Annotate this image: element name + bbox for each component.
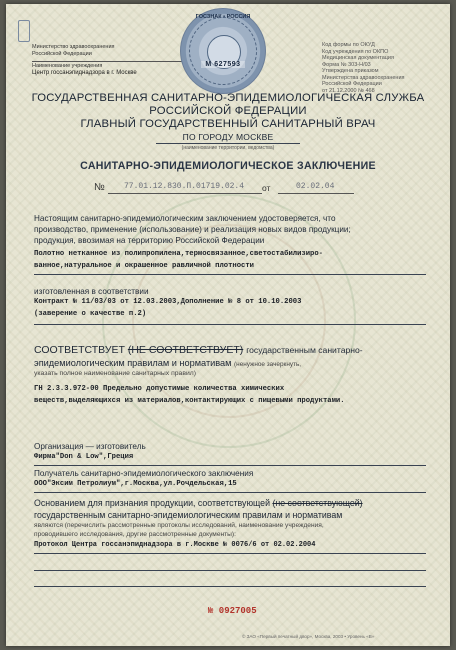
header-line-2: РОССИЙСКОЙ ФЕДЕРАЦИИ (149, 105, 307, 117)
med-doc-line: Медицинская документация (322, 55, 394, 61)
basis-line-2: государственным санитарно-эпидемиологическим правилам и нормативам (34, 510, 343, 520)
number-underline (108, 193, 262, 194)
ministry-line: Министерства здравоохранения (322, 74, 405, 81)
okud-line: Код формы по ОКУД (322, 42, 375, 48)
conformity-rules: эпидемиологическим правилам и нормативам (34, 358, 232, 368)
date-underline (278, 193, 354, 194)
intro-line-3: продукция, ввозимая на территорию Российской Федерации (34, 236, 265, 245)
recipient-rule (34, 492, 426, 493)
institution-name: Центр госсанэпиднадзора в г. Москве (32, 69, 137, 76)
basis-line-1 (34, 498, 363, 508)
made-per-label: изготовленная в соответствии (34, 287, 149, 296)
okpo-line: Код учреждения по ОКПО (322, 48, 389, 55)
recipient-label: Получатель санитарно-эпидемиологического заключения (34, 469, 254, 478)
basis-rule (34, 553, 426, 554)
city-underline (156, 143, 300, 144)
form-serial-number: № 0927005 (208, 606, 257, 616)
number-label: № (94, 182, 105, 193)
recipient-value: ООО"Эксим Петролиум",г.Москва,ул.Рочдельская,15 (34, 480, 237, 488)
ministry-line-2: Российской Федерации (32, 50, 92, 57)
basis-text: Основанием для признания продукции, соответствующей (34, 498, 270, 508)
federation-line: Российской Федерации (322, 81, 382, 87)
conformity-rest: государственным санитарно- (246, 345, 363, 355)
header-line-1: ГОСУДАРСТВЕННАЯ САНИТАРНО-ЭПИДЕМИОЛОГИЧЕСКАЯ СЛУЖБА (31, 92, 425, 104)
organization-label: Организация — изготовитель (34, 442, 146, 451)
conformity-line-2 (34, 358, 301, 368)
basis-value: Протокол Центра госсанэпиднадзора в г.Москве № 0076/6 от 02.02.2004 (34, 541, 316, 549)
emblem-serial: М 627593 (201, 61, 245, 68)
printer-footer: © ЗАО «Первый печатный двор», Москва, 2003 • Уровень «В» (242, 634, 375, 639)
intro-line-2: производство, применение (использование) и реализация новых видов продукции; (34, 225, 351, 234)
top-right-block (322, 42, 442, 94)
basis-struck: (не соответствующей) (272, 498, 363, 508)
norm-line-2: веществ,выделяющихся из материалов,контактирующих с пищевыми продуктами. (34, 397, 345, 405)
conformity-note: (ненужное зачеркнуть, (234, 361, 302, 368)
blank-rule-2 (34, 586, 426, 587)
conformity-word: СООТВЕТСТВУЕТ (34, 344, 125, 356)
city-caption: (наименование территории, ведомства) (181, 145, 275, 151)
ministry-line-1: Министерство здравоохранения (32, 44, 115, 50)
norm-line-1: ГН 2.3.3.972-00 Предельно допустимые количества химических (34, 385, 285, 393)
emblem-arc-text: ГОСЗНАК • РОССИЯ (195, 14, 251, 20)
header-city: ПО ГОРОДУ МОСКВЕ (182, 132, 274, 142)
certificate-sheet (6, 4, 450, 646)
product-line-2: ванное,натуральное и окрашенное равличной плотности (34, 262, 254, 270)
conformity-line-3: указать полное наименование санитарных правил) (34, 370, 196, 377)
contract-rule (34, 324, 426, 325)
intro-line-1: Настоящим санитарно-эпидемиологическим заключением удостоверяется, что (34, 214, 336, 223)
top-left-block (32, 44, 182, 76)
institution-caption: Наименование учреждения (32, 61, 182, 70)
hologram-emblem (180, 8, 266, 94)
basis-line-3: являются (перечислить рассмотренные протоколы исследований, наименование учреждения, (34, 522, 324, 529)
blank-rule-1 (34, 570, 426, 571)
contract-line: Контракт № 11/03/03 от 12.03.2003,Дополнение № 8 от 10.10.2003 (34, 298, 302, 306)
product-rule (34, 274, 426, 275)
header-line-3: ГЛАВНЫЙ ГОСУДАРСТВЕННЫЙ САНИТАРНЫЙ ВРАЧ (80, 118, 376, 130)
conformity-struck: (НЕ СООТВЕТСТВУЕТ) (127, 344, 244, 356)
organization-value: Фирма"Don & Low",Греция (34, 453, 134, 461)
certificate-number: 77.01.12.830.П.01719.02.4 (124, 182, 245, 191)
order-line: от 21.12.2000 № 468 (322, 87, 375, 94)
certificate-date: 02.02.04 (296, 182, 335, 191)
form-no-line: Форма № 303-Н/03 (322, 61, 371, 68)
conformity-line-1 (34, 344, 363, 356)
basis-line-4: проводившего исследования, другие рассмотренные документы): (34, 531, 236, 538)
approved-line: Утверждена приказом (322, 68, 379, 74)
quality-line: (заверение о качестве п.2) (34, 310, 147, 318)
date-label: от (262, 183, 271, 193)
ministry-logo-icon (18, 20, 30, 42)
document-title: САНИТАРНО-ЭПИДЕМИОЛОГИЧЕСКОЕ ЗАКЛЮЧЕНИЕ (80, 160, 376, 172)
organization-rule (34, 465, 426, 466)
product-line-1: Полотно нетканное из полипропилена,термосвязанное,светостабилизиро- (34, 250, 323, 258)
